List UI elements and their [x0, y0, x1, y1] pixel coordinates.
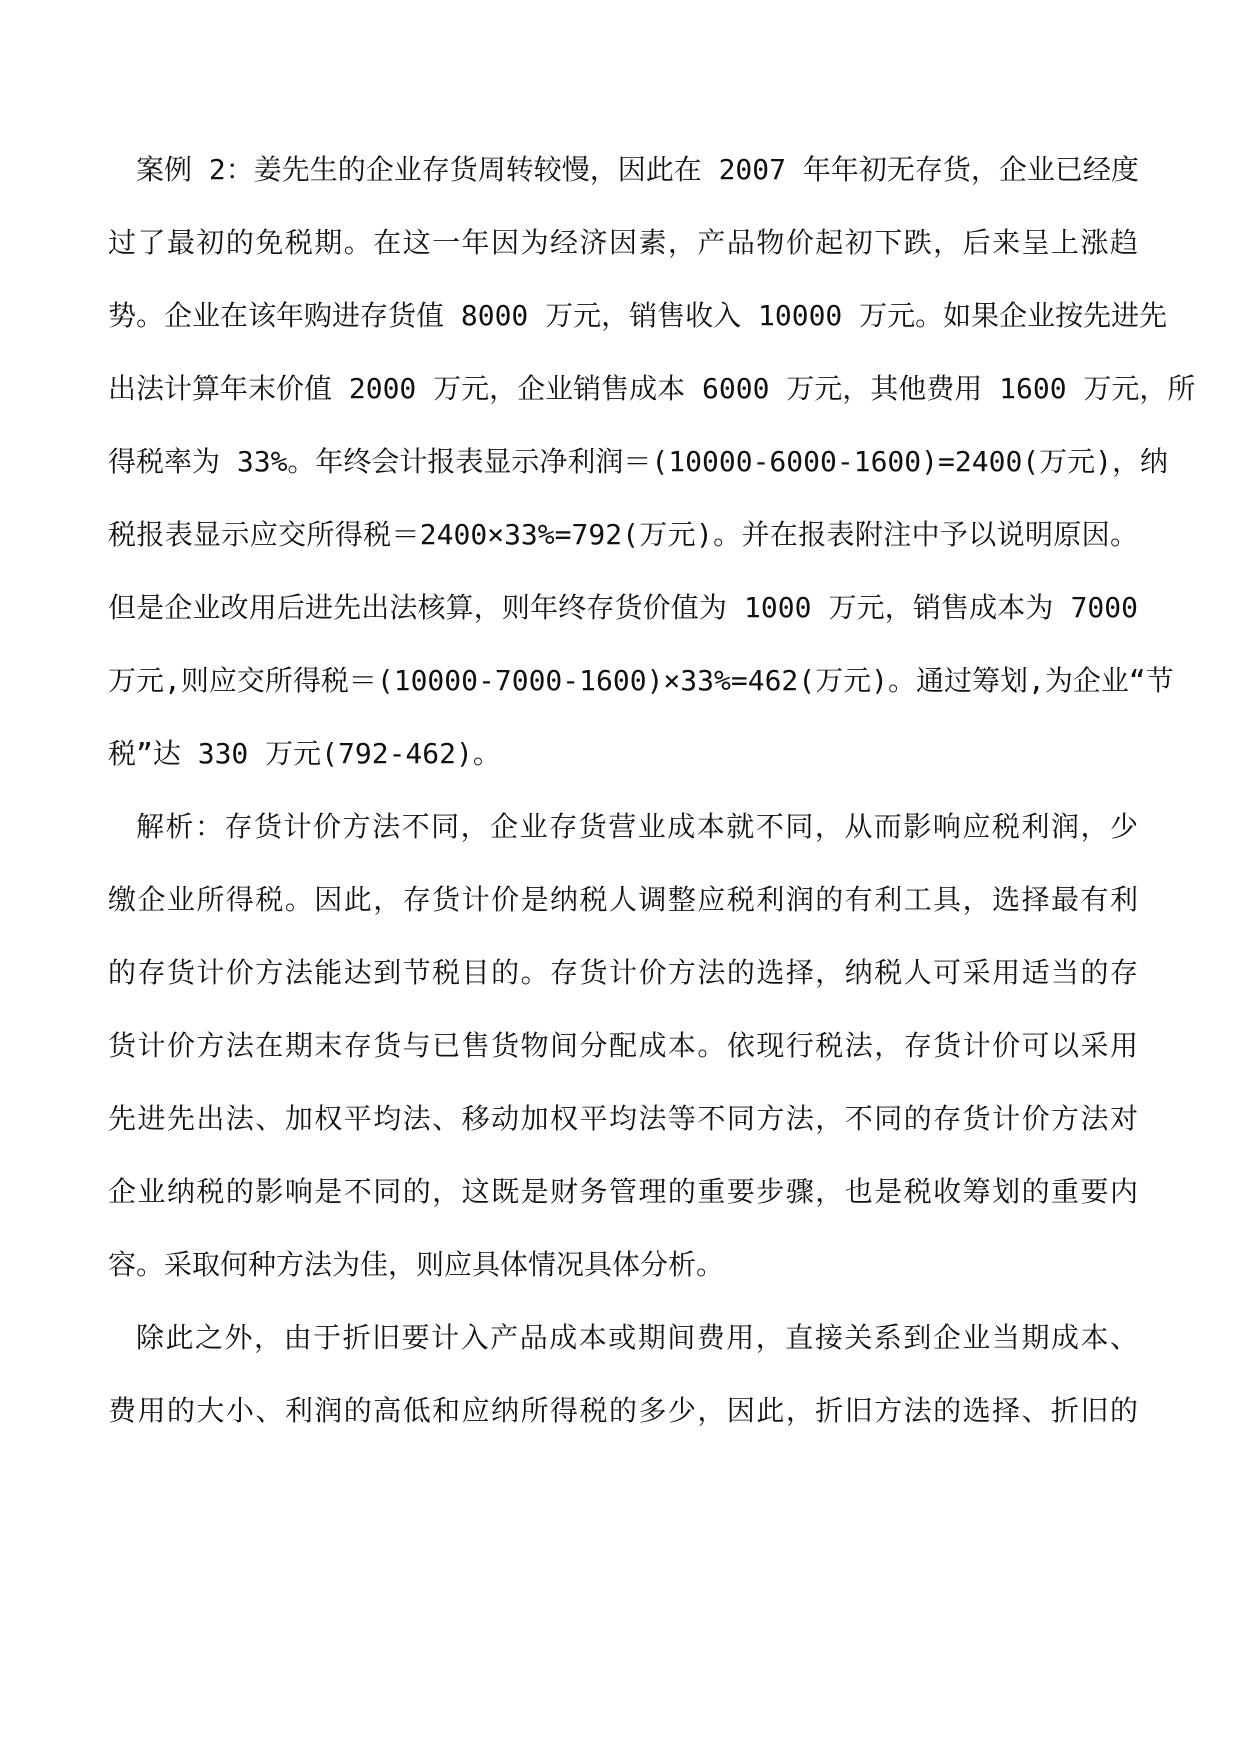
- paragraph-1-line-8: 万元,则应交所得税＝(10000-7000-1600)×33%=462(万元)。通过筹划,为企业“节: [108, 664, 1174, 697]
- paragraph-1-line-6: 税报表显示应交所得税＝2400×33%=792(万元)。并在报表附注中予以说明原因。: [108, 518, 1138, 551]
- paragraph-2-line-4: 货计价方法在期末存货与已售货物间分配成本。依现行税法，存货计价可以采用: [108, 1029, 1138, 1062]
- paragraph-1-line-5: 得税率为 33%。年终会计报表显示净利润＝(10000-6000-1600)=2400(万元)，纳: [108, 445, 1169, 478]
- paragraph-2-line-5: 先进先出法、加权平均法、移动加权平均法等不同方法，不同的存货计价方法对: [108, 1102, 1138, 1135]
- paragraph-1-line-1: 案例 2：姜先生的企业存货周转较慢，因此在 2007 年年初无存货，企业已经度: [136, 153, 1139, 186]
- paragraph-2-line-3: 的存货计价方法能达到节税目的。存货计价方法的选择，纳税人可采用适当的存: [108, 956, 1138, 989]
- paragraph-2-line-1: 解析：存货计价方法不同，企业存货营业成本就不同，从而影响应税利润，少: [136, 810, 1138, 843]
- paragraph-3-line-1: 除此之外，由于折旧要计入产品成本或期间费用，直接关系到企业当期成本、: [136, 1321, 1138, 1354]
- paragraph-2-line-7: 容。采取何种方法为佳，则应具体情况具体分析。: [108, 1248, 725, 1281]
- paragraph-1-line-4: 出法计算年末价值 2000 万元，企业销售成本 6000 万元，其他费用 1600 万元，所: [108, 372, 1196, 405]
- paragraph-1-line-3: 势。企业在该年购进存货值 8000 万元，销售收入 10000 万元。如果企业按先进先: [108, 299, 1168, 332]
- paragraph-1-line-7: 但是企业改用后进先出法核算，则年终存货价值为 1000 万元，销售成本为 7000: [108, 591, 1138, 624]
- paragraph-1-line-9: 税”达 330 万元(792-462)。: [108, 737, 501, 770]
- paragraph-2-line-2: 缴企业所得税。因此，存货计价是纳税人调整应税利润的有利工具，选择最有利: [108, 883, 1138, 916]
- paragraph-2-line-6: 企业纳税的影响是不同的，这既是财务管理的重要步骤，也是税收筹划的重要内: [108, 1175, 1138, 1208]
- paragraph-1-line-2: 过了最初的免税期。在这一年因为经济因素，产品物价起初下跌，后来呈上涨趋: [108, 226, 1138, 259]
- paragraph-3-line-2: 费用的大小、利润的高低和应纳所得税的多少，因此，折旧方法的选择、折旧的: [108, 1394, 1138, 1427]
